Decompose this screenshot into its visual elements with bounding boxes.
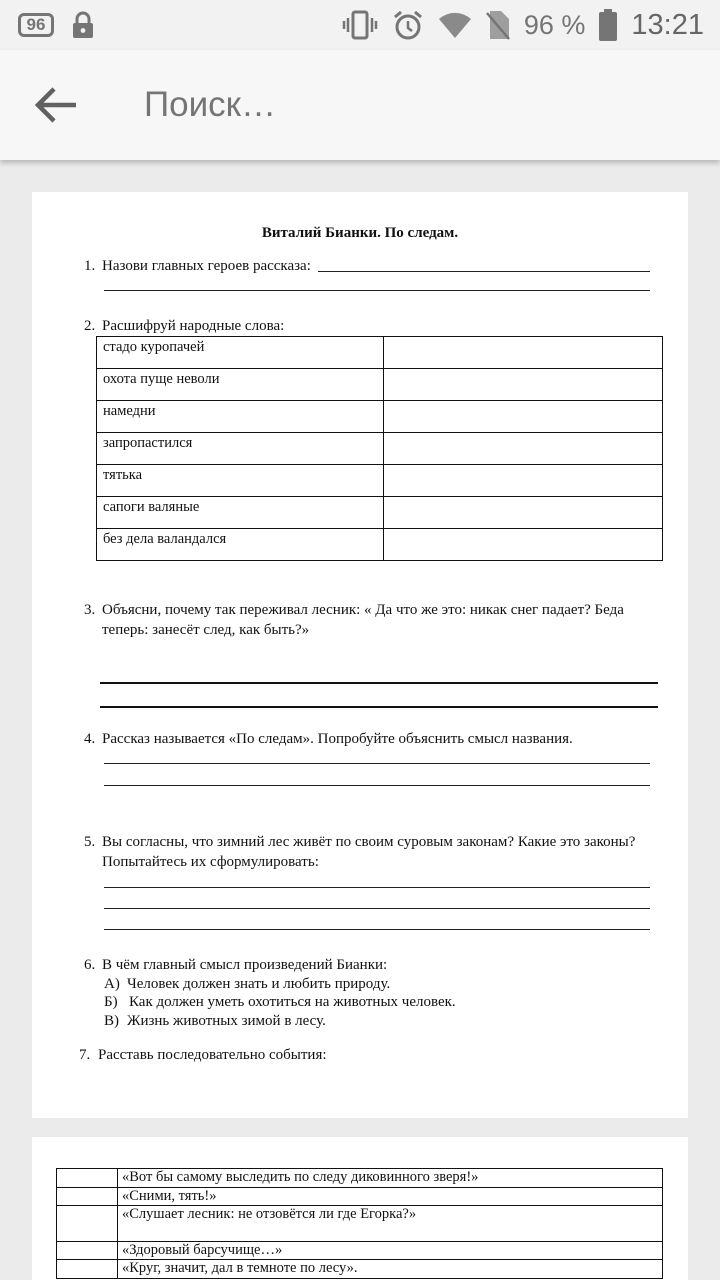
- question-2-text: Расшифруй народные слова:: [102, 318, 285, 334]
- answer-line: [104, 290, 650, 291]
- battery-percent: 96 %: [523, 10, 586, 40]
- notification-badge: 96: [18, 13, 54, 37]
- wifi-icon: [438, 11, 472, 39]
- answer-line: [100, 682, 658, 684]
- answer-line: [104, 929, 650, 930]
- answer-cell: [384, 401, 663, 433]
- document-page-1: [32, 192, 688, 1118]
- question-5-text-line-1: Вы согласны, что зимний лес живёт по своим суровым законам? Какие это законы?: [102, 834, 636, 850]
- question-1-number: 1.: [84, 258, 96, 274]
- question-1-text: Назови главных героев рассказа:: [102, 258, 311, 274]
- answer-cell: [384, 337, 663, 369]
- table-cell: «Сними, тять!»: [118, 1188, 663, 1206]
- alarm-icon: [392, 9, 424, 41]
- answer-cell: [384, 497, 663, 529]
- table-row: [97, 369, 663, 401]
- status-bar: [0, 0, 720, 50]
- order-cell: [57, 1206, 118, 1242]
- answer-line: [100, 706, 658, 708]
- question-6-number: 6.: [84, 957, 96, 973]
- arrow-back-icon: [32, 84, 80, 126]
- table-cell: «Круг, значит, дал в темноте по лесу».: [118, 1260, 663, 1279]
- table-cell: запропастился: [97, 433, 384, 465]
- table-cell: сапоги валяные: [97, 497, 384, 529]
- option-text: Жизнь животных зимой в лесу.: [127, 1013, 326, 1029]
- question-4-number: 4.: [84, 731, 96, 747]
- table-row: [57, 1242, 663, 1260]
- option-letter: А): [104, 976, 120, 992]
- table-row: [57, 1169, 663, 1188]
- option-letter: Б): [104, 994, 118, 1010]
- order-cell: [57, 1169, 118, 1188]
- question-5-number: 5.: [84, 834, 96, 850]
- table-cell: «Здоровый барсучище…»: [118, 1242, 663, 1260]
- table-cell: «Вот бы самому выследить по следу диковинного зверя!»: [118, 1169, 663, 1188]
- answer-line: [104, 785, 650, 786]
- table-row: [97, 465, 663, 497]
- order-cell: [57, 1260, 118, 1279]
- question-7-number: 7.: [79, 1047, 91, 1063]
- question-2-number: 2.: [84, 318, 96, 334]
- table-row: [57, 1206, 663, 1242]
- clock: 13:21: [631, 9, 704, 41]
- question-3-number: 3.: [84, 602, 96, 618]
- table-cell: стадо куропачей: [97, 337, 384, 369]
- document-page-2: [32, 1137, 688, 1280]
- answer-cell: [384, 433, 663, 465]
- question-3-text-line-1: Объясни, почему так переживал лесник: « Да что же это: никак снег падает? Беда: [102, 602, 624, 618]
- lock-icon: [72, 11, 94, 39]
- events-table: [56, 1168, 663, 1279]
- table-row: [97, 433, 663, 465]
- option-text: Как должен уметь охотиться на животных человек.: [129, 994, 456, 1010]
- option-text: Человек должен знать и любить природу.: [127, 976, 391, 992]
- back-button[interactable]: [32, 84, 80, 126]
- question-4-text: Рассказ называется «По следам». Попробуйте объяснить смысл названия.: [102, 731, 573, 747]
- search-input[interactable]: [144, 80, 664, 130]
- answer-line: [104, 763, 650, 764]
- question-3-text-line-2: теперь: занесёт след, как быть?»: [102, 622, 310, 638]
- table-row: [97, 497, 663, 529]
- words-table: [96, 336, 663, 561]
- no-sim-icon: [486, 10, 510, 40]
- answer-line: [104, 887, 650, 888]
- answer-cell: [384, 465, 663, 497]
- answer-line: [104, 908, 650, 909]
- table-row: [97, 401, 663, 433]
- table-cell: намедни: [97, 401, 384, 433]
- table-row: [97, 529, 663, 561]
- table-cell: «Слушает лесник: не отзовётся ли где Егорка?»: [118, 1206, 663, 1242]
- answer-line: [318, 271, 650, 272]
- option-letter: В): [104, 1013, 119, 1029]
- vibrate-icon: [342, 10, 378, 40]
- table-cell: тятька: [97, 465, 384, 497]
- question-7-text: Расставь последовательно события:: [98, 1047, 327, 1063]
- question-6-text: В чём главный смысл произведений Бианки:: [102, 957, 388, 973]
- answer-cell: [384, 529, 663, 561]
- question-5-text-line-2: Попытайтесь их сформулировать:: [102, 854, 319, 870]
- document-title: Виталий Бианки. По следам.: [261, 225, 459, 241]
- app-bar: [0, 50, 720, 160]
- table-row: [57, 1260, 663, 1279]
- order-cell: [57, 1188, 118, 1206]
- table-cell: без дела валандался: [97, 529, 384, 561]
- table-row: [57, 1188, 663, 1206]
- battery-icon: [599, 9, 617, 41]
- table-row: [97, 337, 663, 369]
- table-cell: охота пуще неволи: [97, 369, 384, 401]
- order-cell: [57, 1242, 118, 1260]
- answer-cell: [384, 369, 663, 401]
